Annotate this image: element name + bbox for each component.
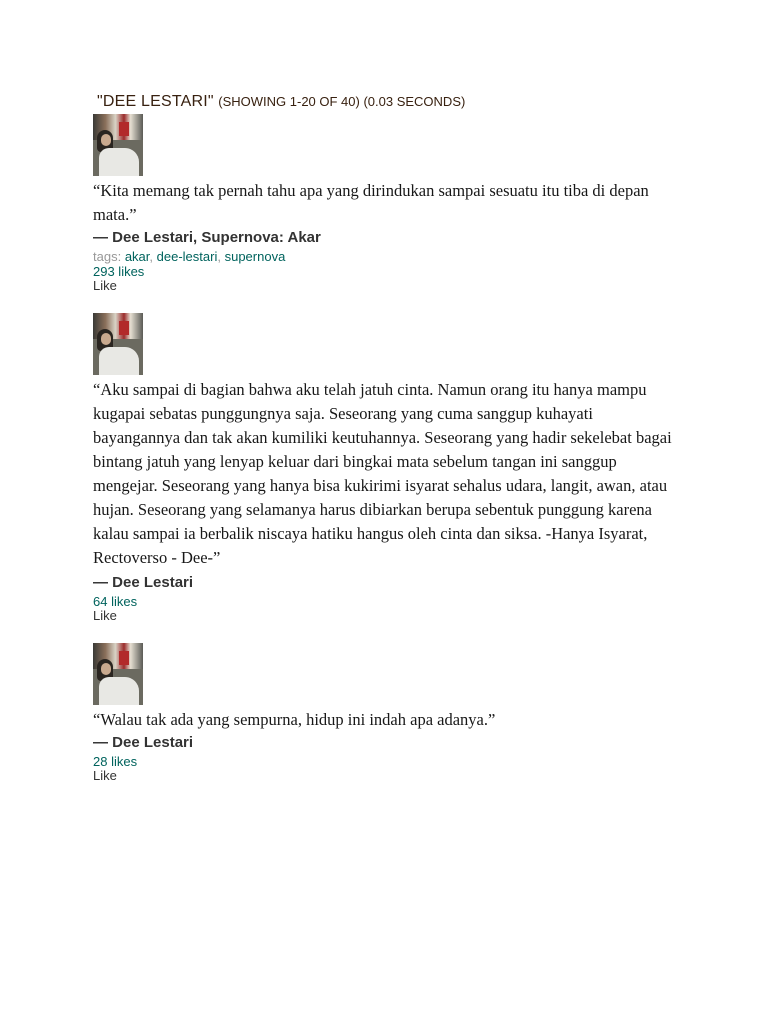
author-avatar[interactable] [93,114,143,176]
likes-count[interactable]: 28 likes [93,754,138,769]
quote-text: “Walau tak ada yang sempurna, hidup ini indah apa adanya.” [93,710,496,729]
likes-count[interactable]: 293 likes [93,264,145,279]
quote-item [93,313,683,623]
like-button[interactable]: Like [93,608,117,623]
author-avatar[interactable] [93,643,143,705]
quote-author[interactable]: ― Dee Lestari [93,734,194,751]
like-button[interactable]: Like [93,278,117,293]
quote-text: “Kita memang tak pernah tahu apa yang dirindukan sampai sesuatu itu tiba di depan mata.” [93,181,649,224]
quote-author[interactable]: ― Dee Lestari, Supernova: Akar [93,229,321,246]
quote-author[interactable]: ― Dee Lestari [93,574,194,591]
search-results-page [93,92,683,783]
tag-link[interactable]: akar [124,249,150,264]
search-results-meta: (SHOWING 1-20 OF 40) (0.03 SECONDS) [218,94,466,109]
tags-label: tags: [93,249,122,264]
likes-count[interactable]: 64 likes [93,594,138,609]
author-avatar[interactable] [93,313,143,375]
search-query: "DEE LESTARI" [97,93,214,110]
quote-item [93,643,683,783]
like-button[interactable]: Like [93,768,117,783]
tag-link[interactable]: supernova [224,249,286,264]
quote-tags: tags: akar, dee-lestari, supernova [93,249,286,264]
quote-text: “Aku sampai di bagian bahwa aku telah jatuh cinta. Namun orang itu hanya mampu kugapai sebatas punggungnya saja. Seseorang yang cuma sanggup kuhayati bayangannya dan tak akan kumiliki keutuhannya. Seseorang yang hadir sekelebat bagai bintang jatuh yang lenyap keluar dari bingkai mata sebelum tangan ini sanggup mengejar. Seseorang yang hanya bisa kukirimi isyarat sehalus udara, langit, awan, atau hujan. Seseorang yang selamanya harus dibiarkan berupa sebentuk punggung karena kalau sampai ia berbalik niscaya hatiku hangus oleh cinta dan siksa. -Hanya Isyarat, Rectoverso - Dee-” [93,380,672,567]
tag-link[interactable]: dee-lestari [156,249,218,264]
search-results-header [97,92,683,112]
quote-item [93,114,683,293]
